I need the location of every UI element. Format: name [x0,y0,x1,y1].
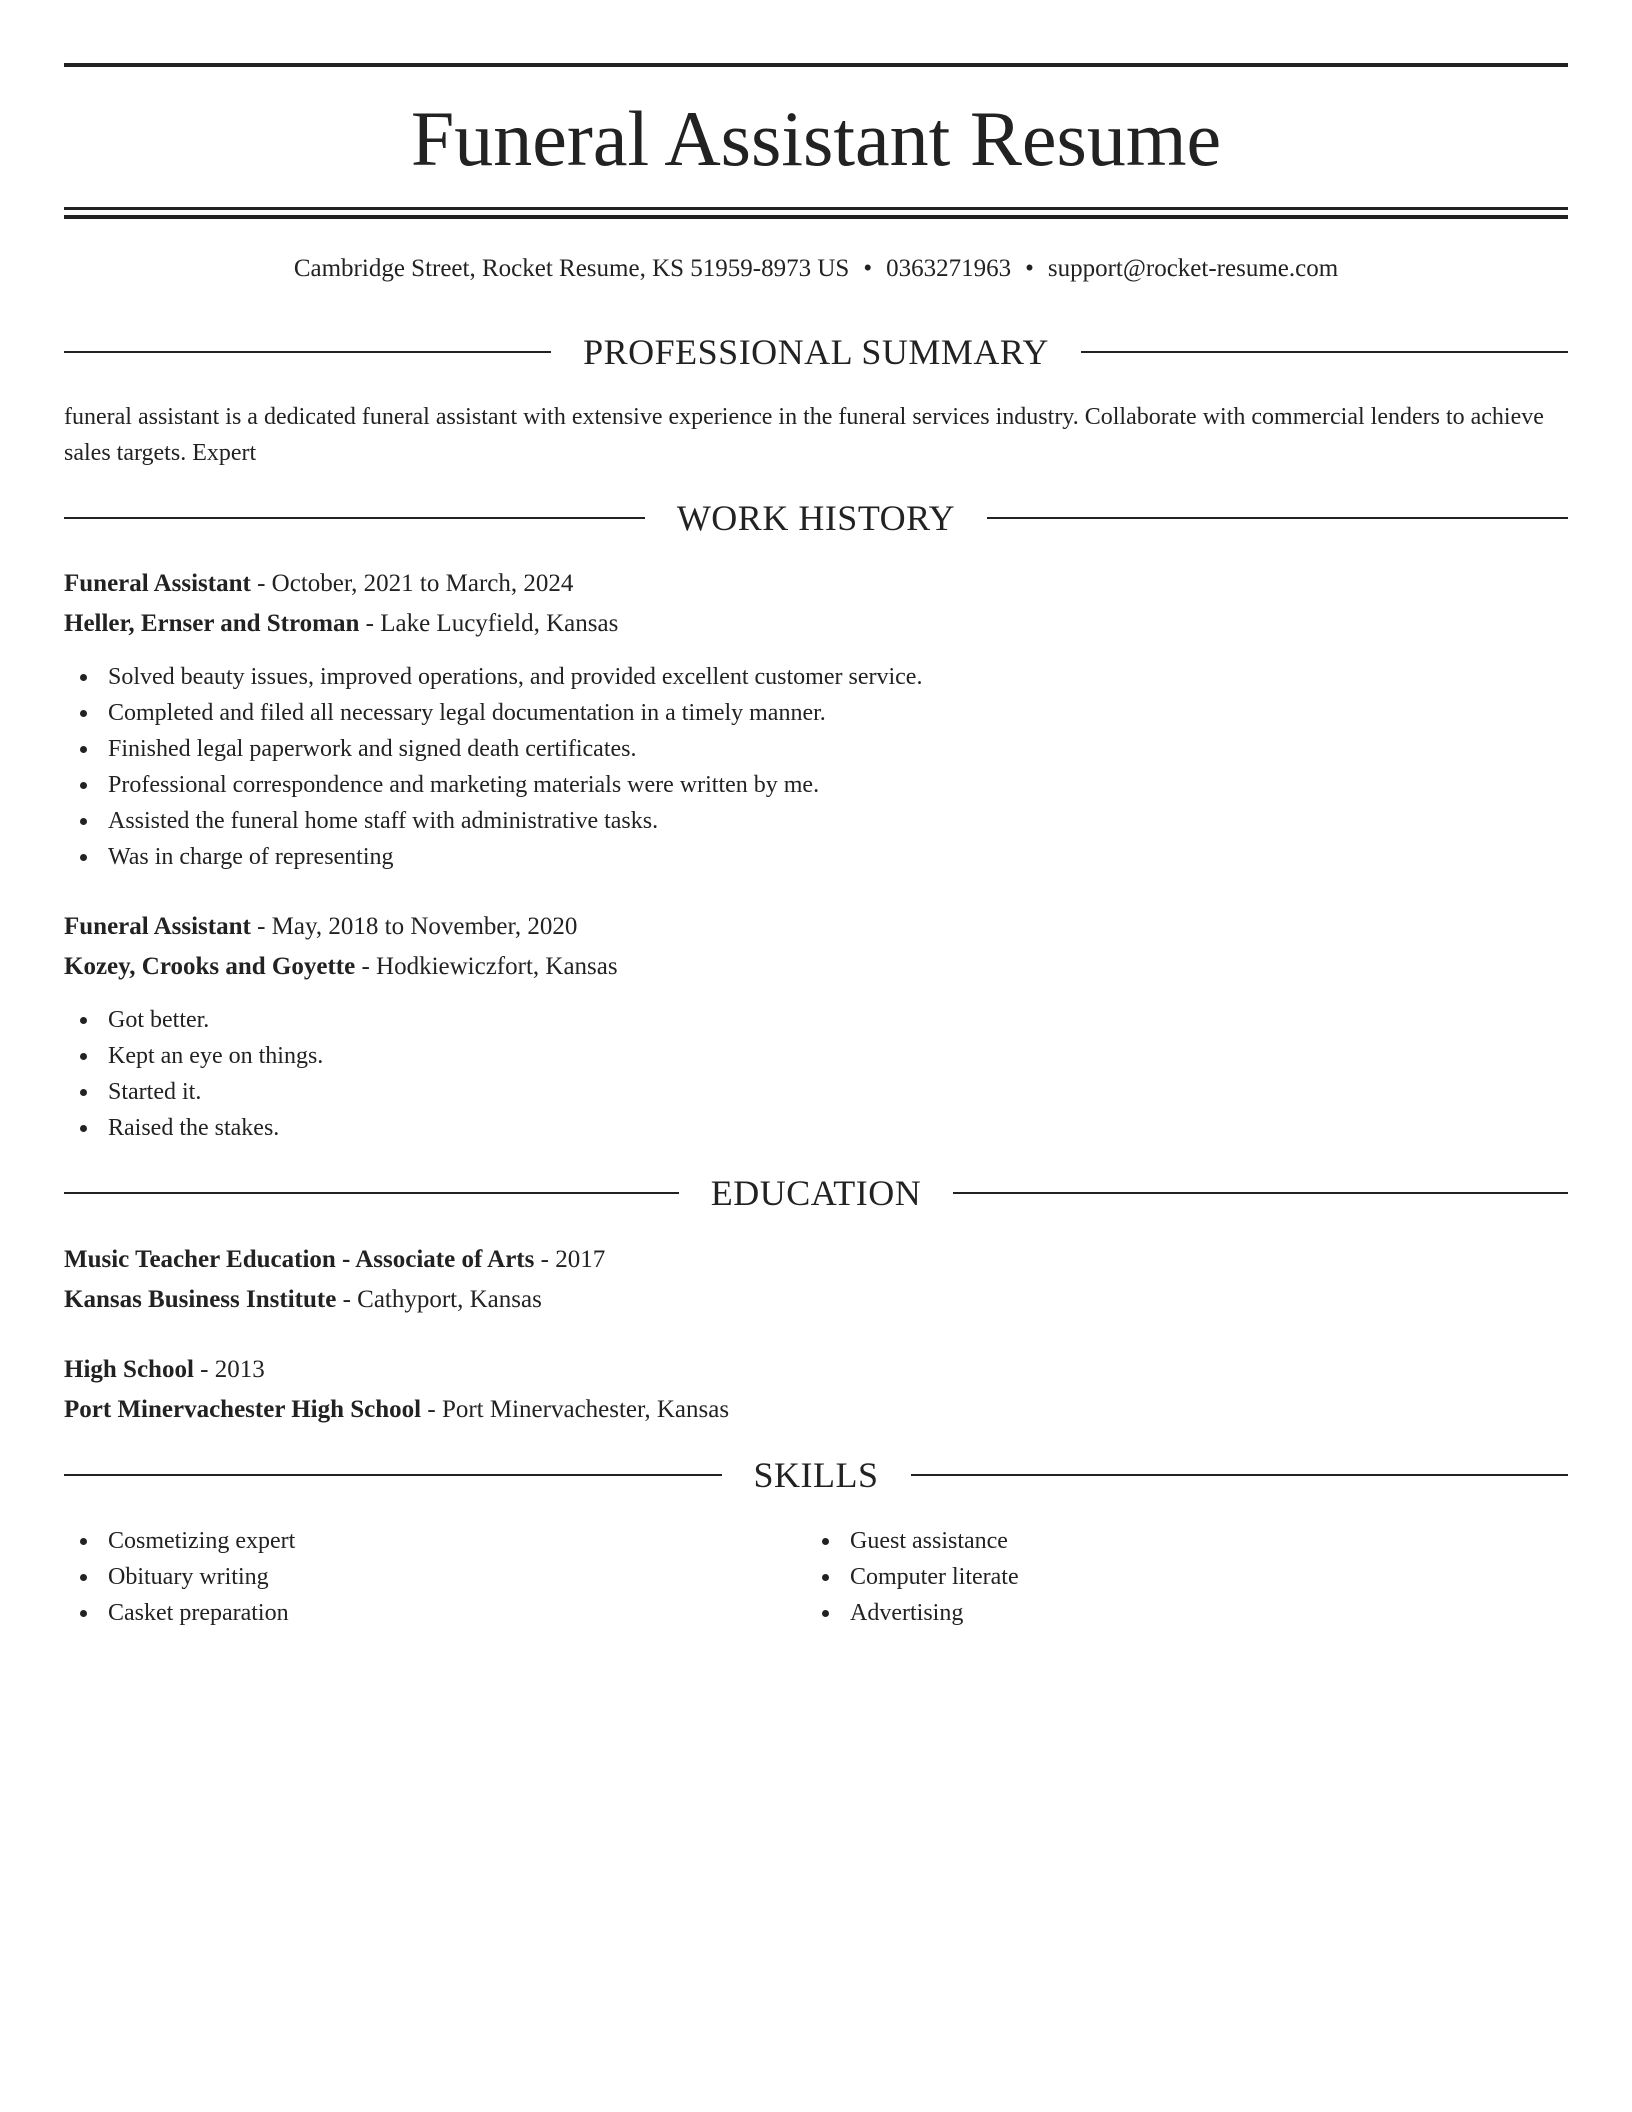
skills-list-right [806,1523,1019,1631]
job-title: Funeral Assistant [64,913,251,940]
education-school: Port Minervachester High School [64,1396,422,1423]
job-location: - Lake Lucyfield, Kansas [359,610,619,637]
skill-item: Casket preparation [64,1595,295,1631]
section-title: WORK HISTORY [676,498,956,538]
education-school: Kansas Business Institute [64,1286,337,1313]
skill-item: Advertising [806,1595,1019,1631]
contact-address: Cambridge Street, Rocket Resume, KS 51959-8973 US [293,255,850,282]
heading-rule [953,1192,1568,1194]
job-title-line [64,566,1568,602]
education-year: - 2013 [193,1356,265,1383]
education-location: - Port Minervachester, Kansas [421,1396,730,1423]
list-item: Assisted the funeral home staff with administrative tasks. [64,803,922,839]
list-item: Raised the stakes. [64,1110,323,1146]
education-school-line [64,1392,1568,1428]
job-location: - Hodkiewiczfort, Kansas [355,953,618,980]
summary-text: funeral assistant is a dedicated funeral assistant with extensive experience in the funeral services industry. Collaborate with commercial lenders to achieve sales targets. Expert [64,404,1544,466]
education-year: - 2017 [534,1246,606,1273]
heading-rule [987,517,1568,519]
contact-separator: • [863,255,873,282]
skills-list-left [64,1523,295,1631]
skill-item: Cosmetizing expert [64,1523,295,1559]
contact-separator: • [1025,255,1034,282]
job-bullets [64,659,922,875]
list-item: Got better. [64,1002,323,1038]
section-title: EDUCATION [710,1173,922,1213]
top-rule [64,63,1568,67]
title-rule-lower [64,215,1568,219]
section-heading-skills [64,1453,1568,1497]
contact-email: support@rocket-resume.com [1047,255,1339,282]
skill-item: Obituary writing [64,1559,295,1595]
list-item: Finished legal paperwork and signed death certificates. [64,731,922,767]
education-degree-line [64,1242,1568,1278]
title-rule-upper [64,207,1568,210]
job-company-line [64,949,1568,985]
job-title: Funeral Assistant [64,570,251,597]
job-dates: - May, 2018 to November, 2020 [250,913,578,940]
heading-rule [64,351,551,353]
job-dates: - October, 2021 to March, 2024 [250,570,574,597]
section-heading-summary [64,330,1568,374]
education-school-line [64,1282,1568,1318]
list-item: Kept an eye on things. [64,1038,323,1074]
job-company-line [64,606,1568,642]
list-item: Completed and filed all necessary legal documentation in a timely manner. [64,695,922,731]
heading-rule [64,517,645,519]
education-location: - Cathyport, Kansas [336,1286,542,1313]
job-company: Heller, Ernser and Stroman [64,610,360,637]
list-item: Professional correspondence and marketing materials were written by me. [64,767,922,803]
job-title-line [64,909,1568,945]
heading-rule [1081,351,1568,353]
list-item: Started it. [64,1074,323,1110]
resume-title: Funeral Assistant Resume [410,95,1222,182]
section-title: SKILLS [753,1455,879,1495]
education-degree-line [64,1352,1568,1388]
section-title: PROFESSIONAL SUMMARY [583,332,1049,372]
section-heading-education [64,1171,1568,1215]
job-bullets [64,1002,323,1146]
contact-phone: 0363271963 [886,255,1012,282]
list-item: Was in charge of representing [64,839,922,875]
heading-rule [64,1192,679,1194]
education-degree: High School [64,1356,194,1383]
section-heading-work [64,496,1568,540]
skill-item: Computer literate [806,1559,1019,1595]
job-company: Kozey, Crooks and Goyette [64,953,356,980]
skill-item: Guest assistance [806,1523,1019,1559]
heading-rule [64,1474,722,1476]
list-item: Solved beauty issues, improved operations, and provided excellent customer service. [64,659,922,695]
contact-line [64,252,1568,286]
education-degree: Music Teacher Education - Associate of Arts [64,1246,535,1273]
heading-rule [911,1474,1569,1476]
